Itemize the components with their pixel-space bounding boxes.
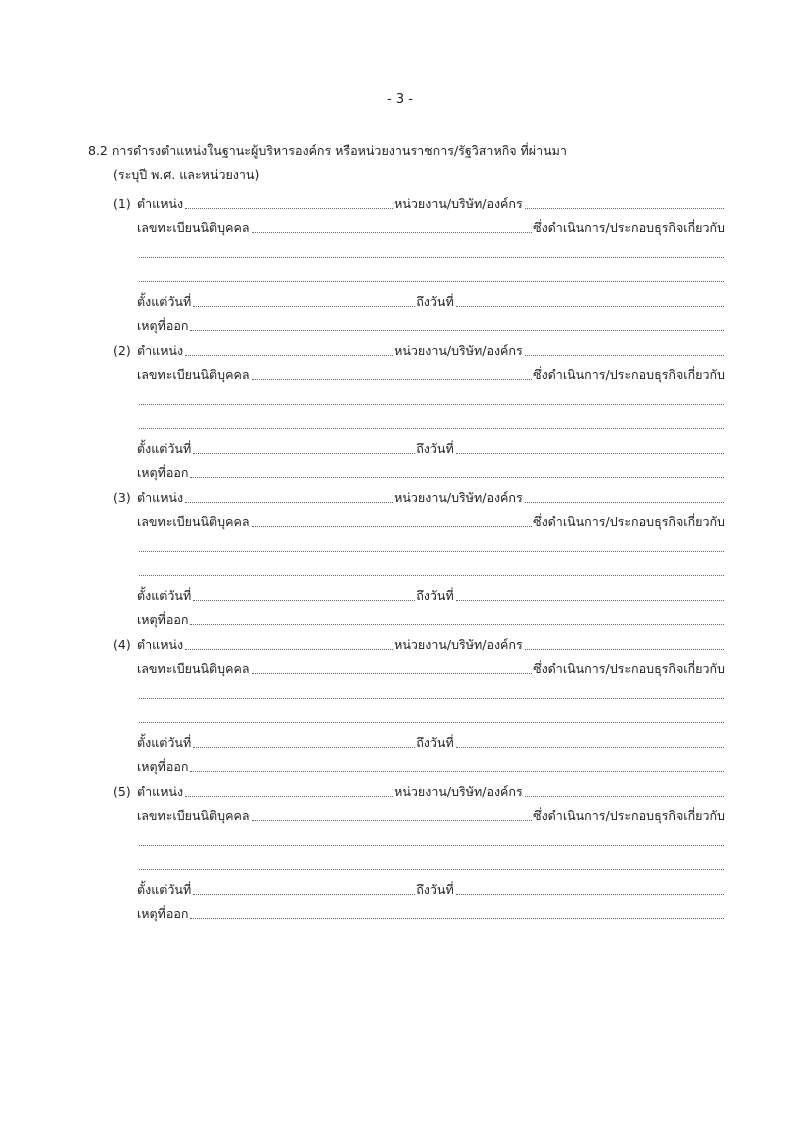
registration-label: เลขทะเบียนนิติบุคคล [137,367,250,382]
position-field[interactable] [185,501,393,503]
business-line-2 [137,704,725,729]
date-row [137,728,725,753]
business-field-line-1[interactable] [139,697,724,699]
business-line-2 [137,410,725,435]
reason-field[interactable] [190,329,724,331]
date-row [137,434,725,459]
registration-field[interactable] [252,525,533,527]
from-date-field[interactable] [193,746,415,748]
business-label: ซึ่งดำเนินการ/ประกอบธุรกิจเกี่ยวกับ [533,367,725,382]
business-field-line-2[interactable] [139,280,724,282]
reason-field[interactable] [190,917,724,919]
to-date-field[interactable] [456,599,724,601]
business-field-line-2[interactable] [139,574,724,576]
reason-row [137,900,725,925]
reason-row [137,753,725,778]
reason-label: เหตุที่ออก [137,465,189,480]
business-label: ซึ่งดำเนินการ/ประกอบธุรกิจเกี่ยวกับ [533,514,725,529]
position-row [113,189,725,214]
section-title: 8.2 การดำรงตำแหน่งในฐานะผู้บริหารองค์กร หรือหน่วยงานราชการ/รัฐวิสาหกิจ ที่ผ่านมา [88,143,567,158]
business-label: ซึ่งดำเนินการ/ประกอบธุรกิจเกี่ยวกับ [533,808,725,823]
registration-field[interactable] [252,819,533,821]
business-label: ซึ่งดำเนินการ/ประกอบธุรกิจเกี่ยวกับ [533,220,725,235]
business-line-1 [137,679,725,704]
position-label: ตำแหน่ง [137,342,184,358]
position-row [113,630,725,655]
reason-row [137,312,725,337]
organization-field[interactable] [525,648,724,650]
position-label: ตำแหน่ง [137,195,184,211]
to-date-label: ถึงวันที่ [416,587,454,603]
registration-label: เลขทะเบียนนิติบุคคล [137,514,250,529]
business-field-line-1[interactable] [139,256,724,258]
date-row [137,287,725,312]
to-date-label: ถึงวันที่ [416,293,454,309]
registration-label: เลขทะเบียนนิติบุคคล [137,661,250,676]
entry-block [113,630,725,777]
reason-label: เหตุที่ออก [137,318,189,333]
registration-row [137,214,725,239]
to-date-label: ถึงวันที่ [416,881,454,897]
position-label: ตำแหน่ง [137,636,184,652]
from-date-field[interactable] [193,599,415,601]
position-field[interactable] [185,354,393,356]
organization-field[interactable] [525,207,724,209]
entry-number: (1) [113,195,131,211]
to-date-field[interactable] [456,305,724,307]
reason-field[interactable] [190,476,724,478]
organization-field[interactable] [525,501,724,503]
business-line-2 [137,851,725,876]
entry-number: (2) [113,342,131,358]
business-field-line-2[interactable] [139,868,724,870]
business-field-line-1[interactable] [139,844,724,846]
registration-label: เลขทะเบียนนิติบุคคล [137,220,250,235]
entry-block [113,336,725,483]
date-row [137,875,725,900]
reason-field[interactable] [190,623,724,625]
to-date-field[interactable] [456,746,724,748]
registration-field[interactable] [252,378,533,380]
business-line-2 [137,557,725,582]
registration-field[interactable] [252,231,533,233]
from-date-field[interactable] [193,893,415,895]
reason-label: เหตุที่ออก [137,906,189,921]
business-line-2 [137,263,725,288]
position-row [113,483,725,508]
position-field[interactable] [185,648,393,650]
business-field-line-2[interactable] [139,427,724,429]
registration-row [137,802,725,827]
position-field[interactable] [185,207,393,209]
from-date-label: ตั้งแต่วันที่ [137,440,192,456]
organization-label: หน่วยงาน/บริษัท/องค์กร [394,195,523,211]
entry-block [113,777,725,924]
from-date-field[interactable] [193,452,415,454]
business-line-1 [137,385,725,410]
entry-number: (4) [113,636,131,652]
registration-field[interactable] [252,672,533,674]
reason-field[interactable] [190,770,724,772]
registration-row [137,361,725,386]
organization-label: หน่วยงาน/บริษัท/องค์กร [394,342,523,358]
organization-label: หน่วยงาน/บริษัท/องค์กร [394,489,523,505]
to-date-label: ถึงวันที่ [416,734,454,750]
business-field-line-1[interactable] [139,403,724,405]
business-field-line-1[interactable] [139,550,724,552]
reason-label: เหตุที่ออก [137,759,189,774]
reason-row [137,606,725,631]
to-date-field[interactable] [456,893,724,895]
entry-block [113,189,725,336]
business-field-line-2[interactable] [139,721,724,723]
position-field[interactable] [185,795,393,797]
reason-row [137,459,725,484]
position-row [113,336,725,361]
entry-block [113,483,725,630]
position-label: ตำแหน่ง [137,783,184,799]
from-date-label: ตั้งแต่วันที่ [137,881,192,897]
organization-field[interactable] [525,795,724,797]
position-row [113,777,725,802]
registration-row [137,655,725,680]
to-date-label: ถึงวันที่ [416,440,454,456]
registration-label: เลขทะเบียนนิติบุคคล [137,808,250,823]
from-date-label: ตั้งแต่วันที่ [137,293,192,309]
entry-number: (3) [113,489,131,505]
entries-list [113,189,725,924]
business-line-1 [137,238,725,263]
position-label: ตำแหน่ง [137,489,184,505]
organization-label: หน่วยงาน/บริษัท/องค์กร [394,636,523,652]
organization-label: หน่วยงาน/บริษัท/องค์กร [394,783,523,799]
section-note: (ระบุปี พ.ศ. และหน่วยงาน) [113,167,260,182]
organization-field[interactable] [525,354,724,356]
from-date-field[interactable] [193,305,415,307]
business-line-1 [137,826,725,851]
from-date-label: ตั้งแต่วันที่ [137,587,192,603]
business-label: ซึ่งดำเนินการ/ประกอบธุรกิจเกี่ยวกับ [533,661,725,676]
from-date-label: ตั้งแต่วันที่ [137,734,192,750]
business-line-1 [137,532,725,557]
page-number: - 3 - [387,92,413,107]
entry-number: (5) [113,783,131,799]
to-date-field[interactable] [456,452,724,454]
registration-row [137,508,725,533]
date-row [137,581,725,606]
reason-label: เหตุที่ออก [137,612,189,627]
